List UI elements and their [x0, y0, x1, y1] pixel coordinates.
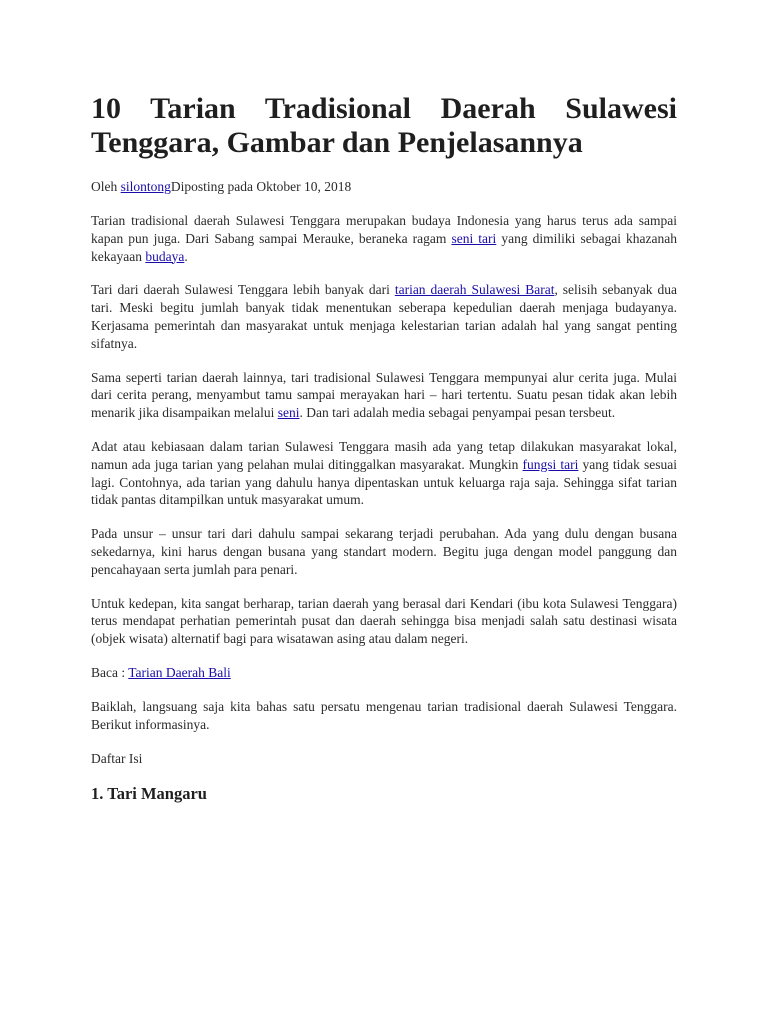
byline: [91, 178, 677, 196]
paragraph-text: Tarian tradisional daerah Sulawesi Tenggara merupakan budaya Indonesia yang harus terus ada sampai kapan pun juga. Dari Sabang sampai Merauke, beraneka ragam: [91, 213, 677, 246]
author-link[interactable]: silontong: [120, 179, 171, 194]
paragraph-text: yang tidak sesuai lagi. Contohnya, ada tarian yang dahulu hanya dipentaskan untuk keluarga raja saja. Sehingga sifat tarian tidak pantas ditampilkan untuk masyarakat umum.: [91, 456, 677, 508]
paragraph-6: [91, 595, 677, 648]
article-title: 10 Tarian Tradisional Daerah Sulawesi Tenggara, Gambar dan Penjelasannya: [91, 92, 677, 159]
paragraph-text: .: [184, 248, 188, 264]
tarian-sulawesi-barat-link[interactable]: tarian daerah Sulawesi Barat: [394, 282, 555, 298]
baca-prefix: Baca :: [91, 664, 129, 680]
paragraph-text: Untuk kedepan, kita sangat berharap, tarian daerah yang berasal dari Kendari (ibu kota Sulawesi Tenggara) terus mendapat perhatian pemerintah pusat dan daerah sehingga bisa menjadi salah satu destinasi wisata (objek wisata) alternatif bagi para wisatawan asing atau dalam negeri.: [91, 595, 677, 647]
budaya-link[interactable]: budaya: [145, 248, 185, 264]
paragraph-7: [91, 698, 677, 734]
seni-link[interactable]: seni: [277, 405, 300, 421]
section-heading: 1. Tari Mangaru: [91, 783, 207, 803]
paragraph-text: Adat atau kebiasaan dalam tarian Sulawesi Tenggara masih ada yang tetap dilakukan masyarakat lokal, namun ada juga tarian yang pelahan mulai ditinggalkan masyarakat. Mungkin: [91, 438, 677, 472]
paragraph-5: [91, 525, 677, 578]
seni-tari-link[interactable]: seni tari: [451, 230, 497, 246]
paragraph-text: Pada unsur – unsur tari dari dahulu sampai sekarang terjadi perubahan. Ada yang dulu dengan busana sekedarnya, kini harus dengan busana yang standart modern. Begitu juga dengan model panggung dan pencahayaan serta jumlah para penari.: [91, 526, 677, 577]
paragraph-4: [91, 438, 677, 509]
paragraph-1: [91, 212, 677, 265]
paragraph-text: yang dimiliki sebagai khazanah kekayaan: [91, 230, 677, 264]
paragraph-3: [91, 369, 677, 422]
paragraph-text: , selisih sebanyak dua tari. Meski begitu jumlah banyak tidak menentukan seberapa kepedulian daerah menjaga budayanya. Kerjasama pemerintah dan masyarakat untuk menjaga kelestarian tarian adalah hal yang sangat penting sifatnya.: [91, 282, 677, 351]
paragraph-text: . Dan tari adalah media sebagai penyampai pesan tersbeut.: [299, 405, 616, 421]
posted-date: Diposting pada Oktober 10, 2018: [170, 179, 352, 194]
article: [91, 92, 677, 804]
paragraph-text: Tari dari daerah Sulawesi Tenggara lebih banyak dari: [91, 282, 395, 298]
fungsi-tari-link[interactable]: fungsi tari: [522, 456, 579, 472]
baca-line: [91, 664, 677, 682]
paragraph-text: Baiklah, langsuang saja kita bahas satu persatu mengenau tarian tradisional daerah Sulawesi Tenggara. Berikut informasinya.: [91, 698, 677, 732]
byline-prefix: Oleh: [91, 179, 121, 194]
tarian-daerah-bali-link[interactable]: Tarian Daerah Bali: [128, 664, 231, 680]
paragraph-text: Sama seperti tarian daerah lainnya, tari tradisional Sulawesi Tenggara mempunyai alur cerita juga. Mulai dari cerita perang, menyambut tamu sampai merayakan hari – hari tertentu. Suatu pesan tidak akan lebih menarik jika disampaikan melalui: [91, 369, 677, 421]
toc-label[interactable]: Daftar Isi: [91, 750, 143, 766]
paragraph-2: [91, 281, 677, 352]
